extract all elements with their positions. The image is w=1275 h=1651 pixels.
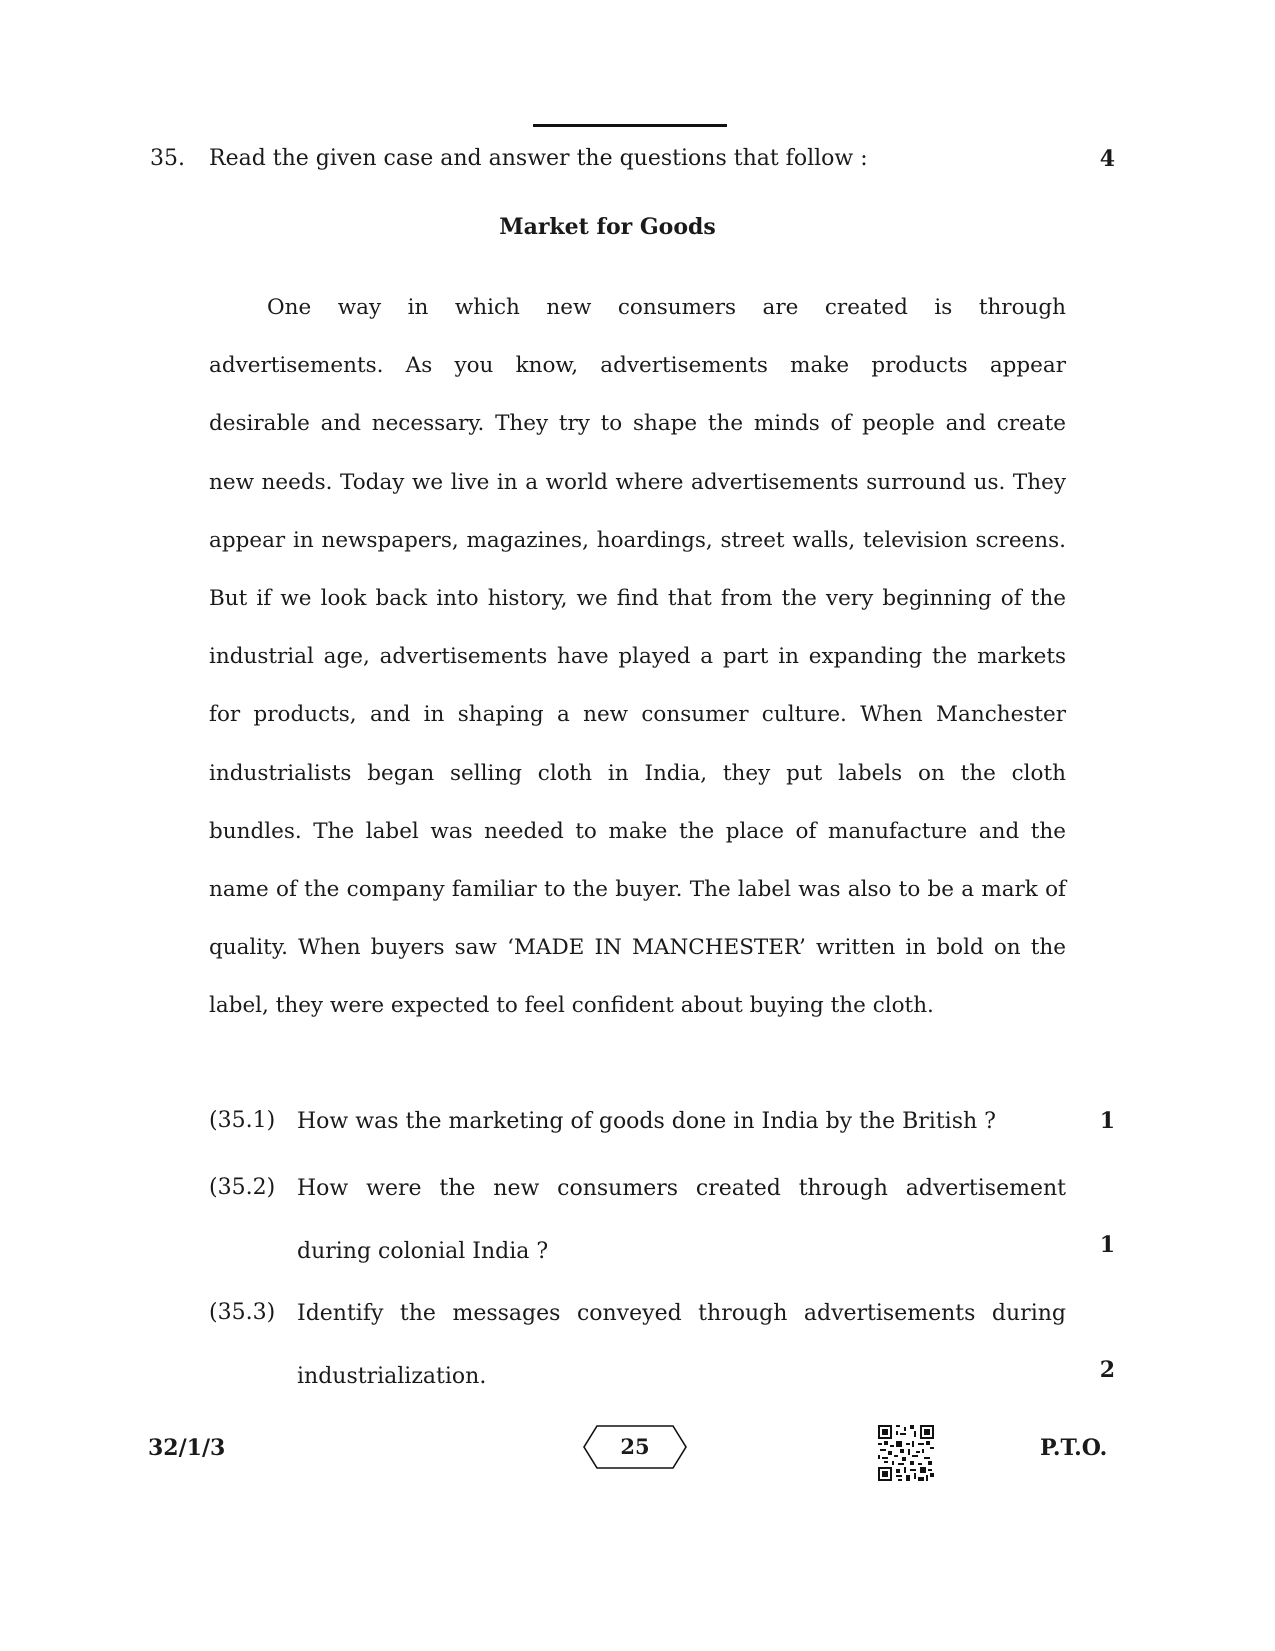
question-prompt: Read the given case and answer the questions that follow : [209,146,868,171]
question-number: 35. [150,146,185,171]
case-title: Market for Goods [499,214,716,240]
qr-code-icon [878,1425,934,1481]
sub-question-text: How were the new consumers created through advertisement during colonial India ? [297,1176,1066,1264]
sub-question-marks: 1 [1099,1108,1115,1134]
case-passage: One way in which new consumers are created is through advertisements. As you know, advertisements make products appear desirable and necessary. They try to shape the minds of people and create new needs. Today we live in a world where advertisements surround us. They appear in newspapers, magazines, hoardings, street walls, television screens. But if we look back into history, we find that from the very beginning of the industrial age, advertisements have played a part in expanding the markets for products, and in shaping a new consumer culture. When Manchester industrialists began selling cloth in India, they put labels on the cloth bundles. The label was needed to make the place of manufacture and the name of the company familiar to the buyer. The label was also to be a mark of quality. When buyers saw ‘MADE IN MANCHESTER’ written in bold on the label, they were expected to feel confident about buying the cloth. [209,295,1066,1019]
sub-question-number: (35.2) [209,1175,276,1200]
please-turn-over: P.T.O. [1040,1435,1108,1461]
sub-question-marks: 1 [1099,1232,1115,1258]
page-number-badge [583,1425,687,1469]
top-divider [533,124,727,127]
sub-question-text: Identify the messages conveyed through advertisements during industrialization. [297,1301,1066,1389]
sub-question-text: How was the marketing of goods done in India by the British ? [297,1109,996,1134]
sub-question-number: (35.3) [209,1300,276,1325]
page-number: 25 [620,1434,650,1459]
question-marks: 4 [1099,146,1115,172]
sub-question-number: (35.1) [209,1108,276,1133]
sub-question-marks: 2 [1099,1357,1115,1383]
paper-code: 32/1/3 [148,1435,226,1461]
